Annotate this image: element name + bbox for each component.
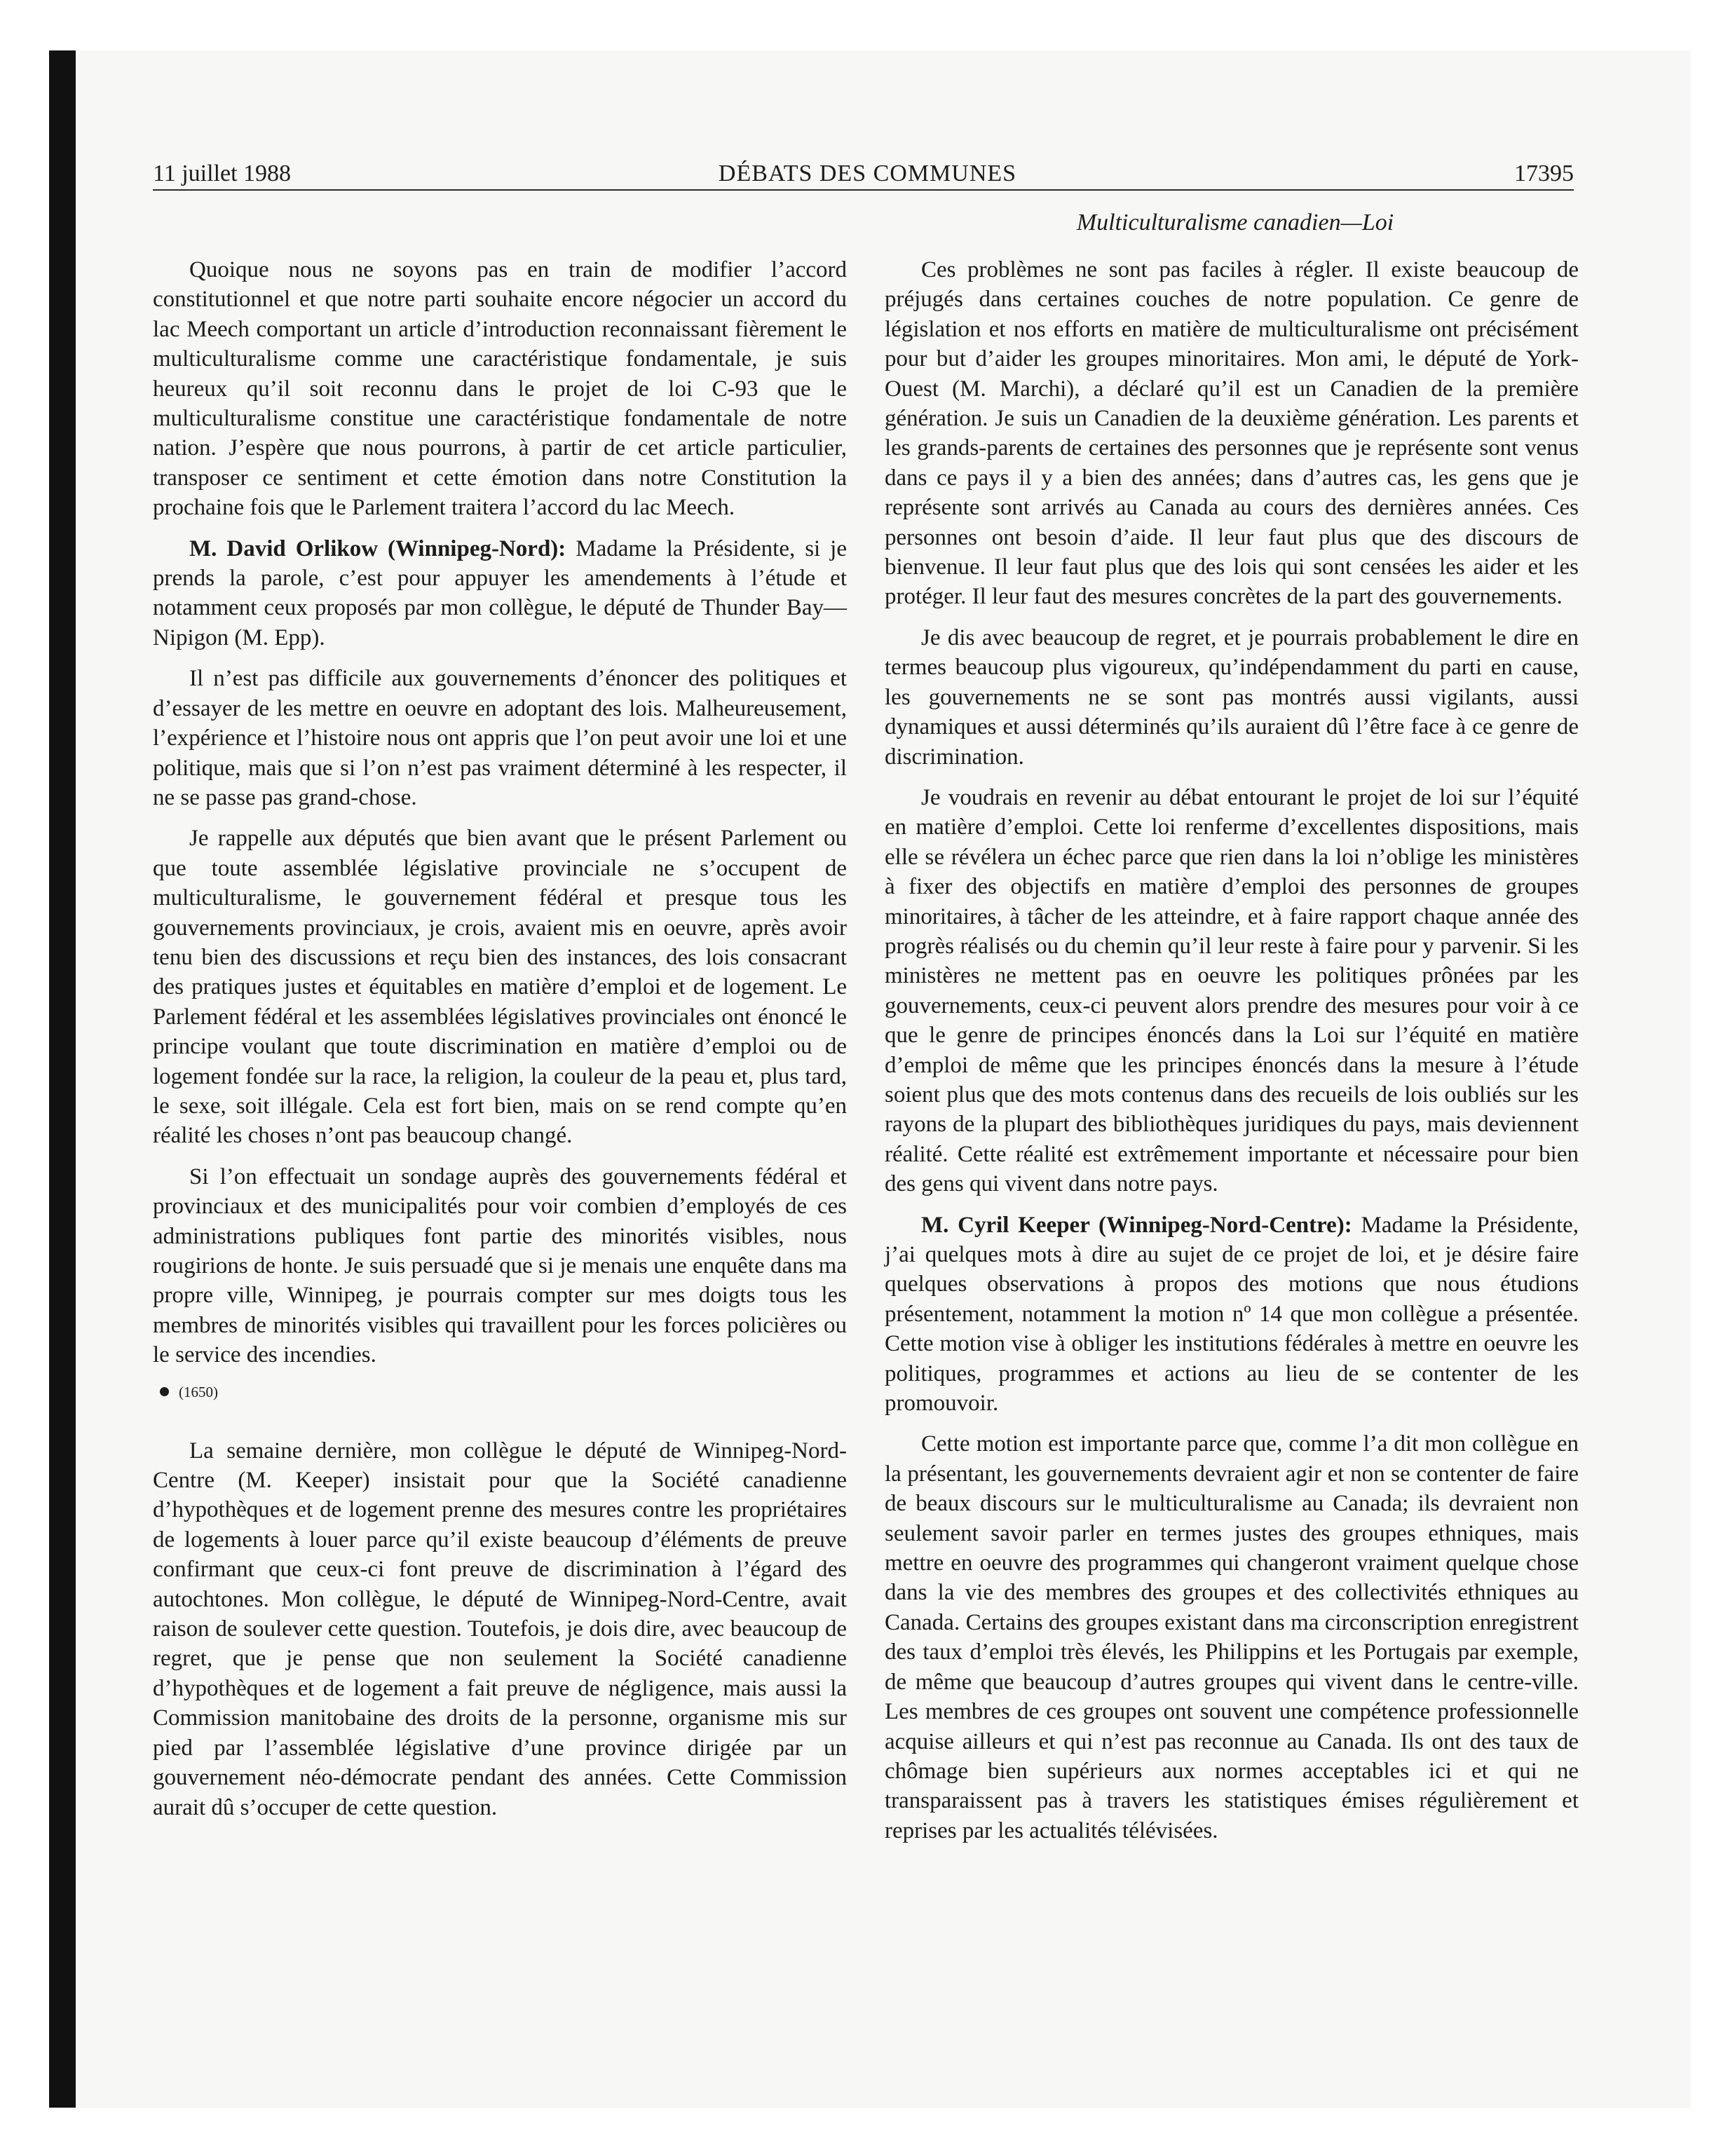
left-paragraph-1: Quoique nous ne soyons pas en train de modifier l’accord constitutionnel et que notre parti souhaite encore négocier un accord du lac Meech comportant un article d’introduction reconnaissant fièrement le multiculturalisme comme une caractéristique fondamentale, je suis heureux qu’il soit reconnu dans le projet de loi C-93 que le multiculturalisme constitue une caractéristique fondamentale de notre nation. J’espère que nous pourrons, à partir de cet article particulier, transposer ce sentiment et cette émotion dans notre Constitution la prochaine fois que le Parlement traitera l’accord du lac Meech. xyxy=(153,257,847,521)
running-head: Multiculturalisme canadien—Loi xyxy=(1076,210,1394,236)
left-paragraph-4: Je rappelle aux députés que bien avant que le présent Parlement ou que toute assemblée législative provinciale ne s’occupent de multiculturalisme, le gouvernement fédéral et presque tous les gouvernements provinciaux, je crois, avaient mis en oeuvre, après avoir tenu bien des discussions et reçu bien des instances, des lois consacrant des pratiques justes et équitables en matière d’emploi et de logement. Le Parlement fédéral et les assemblées législatives provinciales ont énoncé le principe voulant que toute discrimination en matière d’emploi ou de logement fondée sur la race, la religion, la couleur de la peau et, plus tard, le sexe, soit illégale. Cela est fort bien, mais on se rend compte qu’en réalité les choses n’ont pas beaucoup changé. xyxy=(153,826,847,1149)
right-paragraph-5: Cette motion est importante parce que, comme l’a dit mon collègue en la présentant, les gouvernements devraient agir et non se contenter de faire de beaux discours sur le multiculturalisme au Canada; ils devraient non seulement savoir parler en termes justes des groupes ethniques, mais mettre en oeuvre des programmes qui changeront vraiment quelque chose dans la vie des membres des groupes et des collectivités ethniques au Canada. Certains des groupes existant dans ma circonscription enregistrent des taux d’emploi très élevés, les Philippins et les Portugais par exemple, de même que beaucoup d’autres groupes qui vivent dans le centre-ville. Les membres de ces groupes ont souvent une compétence professionnelle acquise ailleurs et qui n’est pas reconnue au Canada. Ils ont des taux de chômage bien supérieurs aux normes acceptables ici et qui ne transparaissent pas à travers les statistiques émises régulièrement et reprises par les actualités télévisées. xyxy=(885,1431,1579,1843)
header-rule xyxy=(153,189,1574,191)
header-title: DÉBATS DES COMMUNES xyxy=(718,161,1017,186)
left-paragraph-6: La semaine dernière, mon collègue le député de Winnipeg-Nord-Centre (M. Keeper) insistait pour que la Société canadienne d’hypothèques et de logement prenne des mesures contre les propriétaires de logements à louer parce qu’il existe beaucoup d’éléments de preuve confirmant que ceux-ci font preuve de discrimination à l’égard des autochtones. Mon collègue, le député de Winnipeg-Nord-Centre, avait raison de soulever cette question. Toutefois, je dois dire, avec beaucoup de regret, que je pense que non seulement la Société canadienne d’hypothèques et de logement a fait preuve de négligence, mais aussi la Commission manitobaine des droits de la personne, organisme mis sur pied par l’assemblée législative d’une province dirigée par un gouvernement néo-démocrate pendant des années. Cette Commission aurait dû s’occuper de cette question. xyxy=(153,1438,847,1820)
left-paragraph-3: Il n’est pas difficile aux gouvernements d’énoncer des politiques et d’essayer de les mettre en oeuvre en adoptant des lois. Malheureusement, l’expérience et l’histoire nous ont appris que l’on peut avoir une loi et une politique, mais que si l’on n’est pas vraiment déterminé à les respecter, il ne se passe pas grand-chose. xyxy=(153,666,847,810)
right-paragraph-2: Je dis avec beaucoup de regret, et je pourrais probablement le dire en termes beaucoup plus vigoureux, qu’indépendamment du parti en cause, les gouvernements ne se sont pas montrés aussi vigilants, aussi dynamiques et aussi déterminés qu’ils auraient dû l’être face à ce genre de discrimination. xyxy=(885,625,1579,770)
header-date: 11 juillet 1988 xyxy=(153,161,292,186)
left-paragraph-5: Si l’on effectuait un sondage auprès des gouvernements fédéral et provinciaux et des municipalités pour voir combien d’employés de ces administrations publiques font partie des minorités visibles, nous rougirions de honte. Je suis persuadé que si je menais une enquête dans ma propre ville, Winnipeg, je pourrais compter sur mes doigts tous les membres de minorités visibles qui travaillent pour les forces policières ou le service des incendies. xyxy=(153,1164,847,1368)
bullet-icon xyxy=(160,1387,169,1396)
right-paragraph-4-text: Madame la Présidente, j’ai quelques mots à dire au sujet de ce projet de loi, et je désire faire quelques observations à propos des motions que nous étudions présentement, notamment la motion nº 14 que mon collègue a présentée. Cette motion vise à obliger les institutions fédérales à mettre en oeuvre les politiques, programmes et actions au lieu de se contenter de les promouvoir. xyxy=(885,1212,1579,1417)
time-stamp xyxy=(153,1381,847,1403)
left-paragraph-2-text: Madame la Présidente, si je prends la parole, c’est pour appuyer les amendements à l’étude et notamment ceux proposés par mon collègue, le député de Thunder Bay—Nipigon (M. Epp). xyxy=(153,535,848,650)
header-page-number: 17395 xyxy=(1514,161,1574,186)
left-paragraph-2 xyxy=(153,534,847,653)
right-paragraph-1: Ces problèmes ne sont pas faciles à régler. Il existe beaucoup de préjugés dans certaines couches de notre population. Ce genre de législation et nos efforts en matière de multiculturalisme ont précisément pour but d’aider les groupes minoritaires. Mon ami, le député de York-Ouest (M. Marchi), a déclaré qu’il est un Canadien de la première génération. Je suis un Canadien de la deuxième génération. Les parents et les grands-parents de certaines des personnes que je représente sont venus dans ce pays il y a bien des années; dans d’autres cas, les gens que je représente sont arrivés au Canada au cours des dernières années. Ces personnes ont besoin d’aide. Il leur faut plus que des discours de bienvenue. Il leur faut plus que des lois qui sont censées les aider et les protéger. Il leur faut des mesures concrètes de la part des gouvernements. xyxy=(885,257,1579,610)
speaker-name-keeper: M. Cyril Keeper (Winnipeg-Nord-Centre): xyxy=(921,1212,1352,1238)
time-stamp-text: (1650) xyxy=(179,1383,218,1400)
speaker-name-orlikow: M. David Orlikow (Winnipeg-Nord): xyxy=(189,535,566,561)
right-paragraph-3: Je voudrais en revenir au débat entourant le projet de loi sur l’équité en matière d’emploi. Cette loi renferme d’excellentes dispositions, mais elle se révélera un échec parce que rien dans la loi n’oblige les ministères à fixer des objectifs en matière d’emploi des personnes de groupes minoritaires, à tâcher de les atteindre, et à faire rapport chaque année des progrès réalisés ou du chemin qu’il leur reste à faire pour y parvenir. Si les ministères ne mettent pas en oeuvre les politiques prônées par les gouvernements, ceux-ci peuvent alors prendre des mesures pour voir à ce que le genre de principes énoncés dans la Loi sur l’équité en matière d’emploi de même que les principes énoncés dans la mesure à l’étude soient plus que des mots contenus dans des recueils de lois oubliés sur les rayons de la plupart des bibliothèques juridiques du pays, mais deviennent réalité. Cette réalité est extrêmement importante et nécessaire pour bien des gens qui vivent dans notre pays. xyxy=(885,784,1579,1197)
right-paragraph-4 xyxy=(885,1210,1579,1419)
left-column xyxy=(153,255,847,1834)
right-column xyxy=(885,255,1579,1857)
